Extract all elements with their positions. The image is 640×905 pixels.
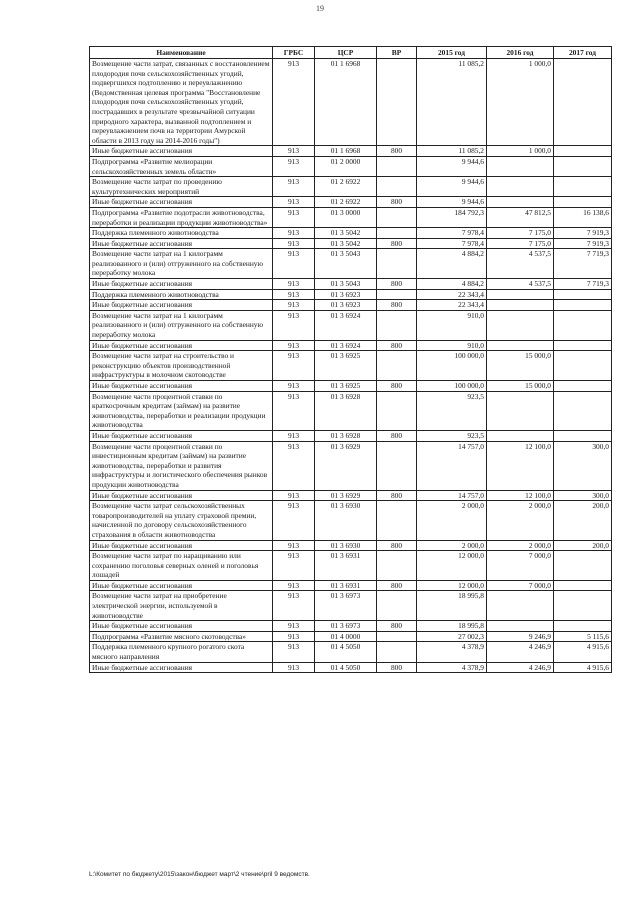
cell-y2015: 22 343,4 [417,300,487,311]
cell-y2017 [554,340,612,351]
cell-csr: 01 3 5042 [315,238,377,249]
cell-grbs: 913 [273,351,315,381]
cell-vr [377,631,417,642]
cell-y2016 [487,177,554,197]
cell-y2016 [487,430,554,441]
cell-grbs: 913 [273,430,315,441]
cell-vr: 800 [377,580,417,591]
cell-name: Иные бюджетные ассигнования [90,662,273,673]
cell-y2017: 7 719,3 [554,249,612,279]
cell-y2015: 4 378,9 [417,662,487,673]
cell-name: Возмещение части затрат на приобретение электрической энергии, используемой в животноводстве [90,591,273,621]
cell-y2015: 12 000,0 [417,551,487,581]
header-name: Наименование [90,47,273,59]
cell-grbs: 913 [273,662,315,673]
cell-grbs: 913 [273,228,315,239]
table-row [90,621,612,632]
cell-y2016: 4 537,5 [487,249,554,279]
header-grbs: ГРБС [273,47,315,59]
cell-y2017 [554,300,612,311]
cell-y2016: 15 000,0 [487,381,554,392]
cell-vr [377,351,417,381]
cell-y2015: 184 792,3 [417,207,487,227]
footer-file-path: L:\Комитет по бюджету\2015\закон\бюджет март\2 чтение\pril 9 ведомств. [89,871,310,878]
cell-y2015: 923,5 [417,391,487,430]
cell-name: Иные бюджетные ассигнования [90,197,273,208]
cell-y2017 [554,351,612,381]
cell-y2016: 7 175,0 [487,228,554,239]
cell-y2015: 7 978,4 [417,238,487,249]
cell-y2015: 2 000,0 [417,540,487,551]
cell-csr: 01 3 5043 [315,249,377,279]
table-row [90,591,612,621]
cell-y2017 [554,197,612,208]
cell-vr [377,228,417,239]
cell-name: Возмещение части затрат сельскохозяйственных товаропроизводителей на уплату страховой премии, начисленной по договору сельскохозяйственного страхования в области животноводства [90,501,273,540]
cell-vr: 800 [377,300,417,311]
table-row [90,551,612,581]
cell-name: Поддержка племенного животноводства [90,289,273,300]
table-row [90,642,612,662]
cell-name: Иные бюджетные ассигнования [90,580,273,591]
cell-y2015: 14 757,0 [417,490,487,501]
cell-y2017 [554,146,612,157]
cell-y2016: 9 246,9 [487,631,554,642]
cell-vr [377,59,417,146]
cell-y2015: 18 995,8 [417,591,487,621]
cell-csr: 01 3 6923 [315,289,377,300]
cell-y2016: 4 246,9 [487,662,554,673]
cell-y2015: 923,5 [417,430,487,441]
table-row [90,490,612,501]
cell-vr [377,501,417,540]
cell-grbs: 913 [273,310,315,340]
cell-csr: 01 3 6925 [315,351,377,381]
cell-y2015: 14 757,0 [417,441,487,490]
cell-vr [377,391,417,430]
cell-grbs: 913 [273,381,315,392]
cell-y2017: 7 919,3 [554,238,612,249]
cell-csr: 01 3 6923 [315,300,377,311]
cell-csr: 01 3 6925 [315,381,377,392]
cell-name: Подпрограмма «Развитие подотрасли животноводства, переработки и реализации продукции животноводства» [90,207,273,227]
table-row [90,430,612,441]
table-row [90,279,612,290]
cell-vr [377,207,417,227]
cell-y2015: 7 978,4 [417,228,487,239]
cell-vr [377,591,417,621]
cell-name: Иные бюджетные ассигнования [90,621,273,632]
cell-csr: 01 4 0000 [315,631,377,642]
cell-csr: 01 3 6930 [315,540,377,551]
cell-y2016: 12 100,0 [487,441,554,490]
table-row [90,59,612,146]
table-row [90,300,612,311]
cell-name: Возмещение части затрат, связанных с восстановлением плодородия почв сельскохозяйственных угодий, подвергшихся подтоплению и переувлажнению (Ведомственная целевая программа "Восстановление плодородия почв сельскохозяйственных угодий, пострадавших в результате чрезвычайной ситуации природного характера, вызванной подтоплением и переувлажнением почв на территории Амурской области в 2013 году на 2014-2016 годы") [90,59,273,146]
cell-y2017: 300,0 [554,490,612,501]
cell-y2017: 7 919,3 [554,228,612,239]
cell-name: Возмещение части затрат на строительство и реконструкцию объектов производственной инфраструктуры в молочном скотоводстве [90,351,273,381]
cell-name: Возмещение части затрат по проведению культуртехнических мероприятий [90,177,273,197]
cell-grbs: 913 [273,238,315,249]
header-vr: ВР [377,47,417,59]
cell-y2015: 18 995,8 [417,621,487,632]
cell-name: Поддержка племенного крупного рогатого скота мясного направления [90,642,273,662]
cell-vr [377,642,417,662]
cell-csr: 01 3 6924 [315,340,377,351]
cell-y2017: 4 915,6 [554,662,612,673]
cell-csr: 01 3 6931 [315,580,377,591]
cell-vr [377,249,417,279]
cell-y2015: 12 000,0 [417,580,487,591]
cell-y2017 [554,580,612,591]
cell-csr: 01 3 6929 [315,441,377,490]
table-header-row [90,47,612,59]
cell-y2016: 15 000,0 [487,351,554,381]
table-row [90,540,612,551]
table-row [90,381,612,392]
cell-y2016: 12 100,0 [487,490,554,501]
cell-name: Поддержка племенного животноводства [90,228,273,239]
cell-y2017 [554,156,612,176]
cell-y2017: 4 915,6 [554,642,612,662]
cell-y2015: 22 343,4 [417,289,487,300]
cell-vr: 800 [377,621,417,632]
page-number: 19 [316,4,324,13]
cell-grbs: 913 [273,441,315,490]
cell-csr: 01 2 6922 [315,197,377,208]
table-row [90,156,612,176]
cell-y2017: 7 719,3 [554,279,612,290]
cell-grbs: 913 [273,249,315,279]
cell-csr: 01 2 0000 [315,156,377,176]
cell-name: Возмещение части затрат на 1 килограмм реализованного и (или) отгруженного на собственную переработку молока [90,310,273,340]
cell-name: Возмещение части затрат на 1 килограмм реализованного и (или) отгруженного на собственную переработку молока [90,249,273,279]
cell-csr: 01 4 5050 [315,642,377,662]
cell-grbs: 913 [273,146,315,157]
header-2017: 2017 год [554,47,612,59]
cell-y2016: 4 537,5 [487,279,554,290]
cell-grbs: 913 [273,59,315,146]
cell-csr: 01 3 6928 [315,430,377,441]
cell-y2015: 9 944,6 [417,177,487,197]
cell-vr [377,441,417,490]
cell-csr: 01 3 6930 [315,501,377,540]
table-row [90,631,612,642]
table-row [90,441,612,490]
cell-vr: 800 [377,279,417,290]
cell-name: Иные бюджетные ассигнования [90,540,273,551]
header-2015: 2015 год [417,47,487,59]
cell-y2017: 200,0 [554,501,612,540]
cell-grbs: 913 [273,300,315,311]
cell-vr [377,551,417,581]
cell-y2016: 1 000,0 [487,59,554,146]
cell-y2016 [487,300,554,311]
cell-name: Возмещение части процентной ставки по краткосрочным кредитам (займам) на развитие животноводства, переработки и реализации продукции животноводства [90,391,273,430]
table-row [90,580,612,591]
cell-csr: 01 3 6929 [315,490,377,501]
table-row [90,228,612,239]
cell-grbs: 913 [273,177,315,197]
table-row [90,351,612,381]
cell-y2015: 100 000,0 [417,381,487,392]
cell-vr: 800 [377,381,417,392]
cell-y2015: 100 000,0 [417,351,487,381]
cell-y2015: 4 884,2 [417,249,487,279]
cell-csr: 01 4 5050 [315,662,377,673]
header-2016: 2016 год [487,47,554,59]
cell-y2016: 1 000,0 [487,146,554,157]
cell-grbs: 913 [273,197,315,208]
table-row [90,340,612,351]
cell-vr [377,289,417,300]
cell-vr [377,156,417,176]
cell-csr: 01 3 6973 [315,621,377,632]
cell-name: Возмещение части процентной ставки по инвестиционным кредитам (займам) на развитие животноводства, переработки и развития инфраструктуры и логистического обеспечения рынков продукции животноводства [90,441,273,490]
cell-csr: 01 3 6924 [315,310,377,340]
cell-csr: 01 1 6968 [315,146,377,157]
cell-grbs: 913 [273,340,315,351]
cell-y2015: 910,0 [417,340,487,351]
cell-vr: 800 [377,238,417,249]
table-row [90,146,612,157]
cell-vr [377,177,417,197]
cell-y2016 [487,621,554,632]
cell-csr: 01 3 5042 [315,228,377,239]
cell-y2015: 11 085,2 [417,146,487,157]
cell-y2017 [554,621,612,632]
cell-y2015: 2 000,0 [417,501,487,540]
cell-csr: 01 3 0000 [315,207,377,227]
cell-y2016: 7 000,0 [487,580,554,591]
cell-vr [377,310,417,340]
cell-y2016 [487,310,554,340]
table-row [90,177,612,197]
cell-y2017: 300,0 [554,441,612,490]
cell-csr: 01 3 6931 [315,551,377,581]
cell-y2015: 27 002,3 [417,631,487,642]
cell-y2015: 4 884,2 [417,279,487,290]
cell-y2015: 9 944,6 [417,156,487,176]
cell-grbs: 913 [273,207,315,227]
cell-y2016: 7 000,0 [487,551,554,581]
cell-y2016: 7 175,0 [487,238,554,249]
cell-grbs: 913 [273,591,315,621]
cell-y2017: 200,0 [554,540,612,551]
table-row [90,391,612,430]
cell-vr: 800 [377,146,417,157]
cell-y2017 [554,381,612,392]
cell-y2016 [487,391,554,430]
cell-y2016 [487,591,554,621]
cell-grbs: 913 [273,631,315,642]
table-row [90,207,612,227]
cell-y2015: 9 944,6 [417,197,487,208]
cell-csr: 01 2 6922 [315,177,377,197]
table-row [90,662,612,673]
cell-name: Иные бюджетные ассигнования [90,238,273,249]
cell-vr: 800 [377,340,417,351]
cell-name: Иные бюджетные ассигнования [90,340,273,351]
cell-name: Подпрограмма «Развитие мясного скотоводства» [90,631,273,642]
table-row [90,249,612,279]
cell-name: Иные бюджетные ассигнования [90,146,273,157]
cell-y2015: 910,0 [417,310,487,340]
cell-y2017 [554,59,612,146]
table-row [90,501,612,540]
cell-grbs: 913 [273,156,315,176]
cell-y2017 [554,591,612,621]
cell-vr: 800 [377,430,417,441]
cell-grbs: 913 [273,501,315,540]
table-row [90,310,612,340]
cell-name: Возмещение части затрат по наращиванию или сохранению поголовья северных оленей и поголовья лошадей [90,551,273,581]
cell-y2016 [487,156,554,176]
cell-vr: 800 [377,662,417,673]
cell-name: Иные бюджетные ассигнования [90,300,273,311]
table-row [90,197,612,208]
cell-grbs: 913 [273,490,315,501]
cell-y2016 [487,340,554,351]
cell-y2016: 2 000,0 [487,501,554,540]
cell-grbs: 913 [273,551,315,581]
cell-name: Иные бюджетные ассигнования [90,381,273,392]
cell-y2015: 4 378,9 [417,642,487,662]
cell-y2017 [554,310,612,340]
cell-name: Иные бюджетные ассигнования [90,430,273,441]
cell-vr: 800 [377,540,417,551]
cell-y2017: 16 138,6 [554,207,612,227]
cell-y2017 [554,391,612,430]
cell-y2017: 5 115,6 [554,631,612,642]
table-row [90,289,612,300]
cell-name: Иные бюджетные ассигнования [90,279,273,290]
cell-y2017 [554,177,612,197]
cell-y2017 [554,551,612,581]
cell-vr: 800 [377,490,417,501]
header-csr: ЦСР [315,47,377,59]
cell-csr: 01 3 5043 [315,279,377,290]
cell-y2017 [554,430,612,441]
cell-vr: 800 [377,197,417,208]
cell-grbs: 913 [273,279,315,290]
cell-name: Подпрограмма «Развитие мелиорации сельскохозяйственных земель области» [90,156,273,176]
cell-y2016: 4 246,9 [487,642,554,662]
table-row [90,238,612,249]
cell-csr: 01 1 6968 [315,59,377,146]
cell-y2016 [487,289,554,300]
cell-grbs: 913 [273,642,315,662]
cell-grbs: 913 [273,580,315,591]
cell-grbs: 913 [273,391,315,430]
table-body [90,59,612,673]
cell-y2016: 2 000,0 [487,540,554,551]
cell-y2015: 11 085,2 [417,59,487,146]
cell-grbs: 913 [273,289,315,300]
cell-y2016 [487,197,554,208]
cell-y2017 [554,289,612,300]
budget-table [89,46,612,673]
cell-csr: 01 3 6928 [315,391,377,430]
cell-grbs: 913 [273,540,315,551]
cell-name: Иные бюджетные ассигнования [90,490,273,501]
cell-y2016: 47 812,5 [487,207,554,227]
cell-csr: 01 3 6973 [315,591,377,621]
cell-grbs: 913 [273,621,315,632]
